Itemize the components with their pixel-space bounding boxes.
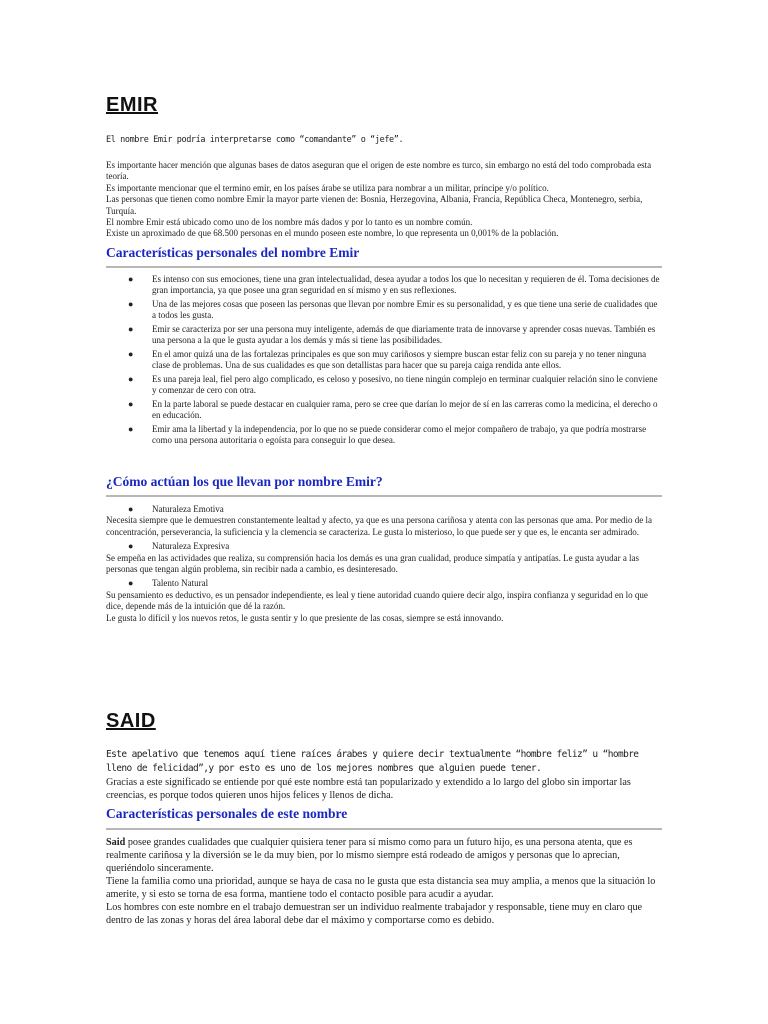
emir-paragraph: Es importante mencionar que el termino emir, en los países árabe se utiliza para nombrar a un militar, príncipe y/o político. xyxy=(106,182,549,193)
emir-paragraph: Las personas que tienen como nombre Emir la mayor parte vienen de: Bosnia, Herzegovina, Albania, Francia, República Checa, Montenegro, serbia, Turquía. xyxy=(106,194,643,216)
emir-section2-heading: ¿Cómo actúan los que llevan por nombre Emir? xyxy=(106,474,383,489)
list-item: ● En el amor quizá una de las fortalezas principales es que son muy cariñosos y siempre buscan estar feliz con su pareja y no tener ninguna clase de problemas. Una de sus cualidades es que son detallistas para hacer que su pareja caiga rendida ante ellos. xyxy=(128,349,647,370)
said-heading: Características personales de este nombre xyxy=(106,806,348,821)
bullet-icon: ● xyxy=(128,578,134,589)
trait-text: Su pensamiento es deductivo, es un pensador independiente, es leal y tiene autoridad cuando quiere decir algo, inspira confianza y seguridad en lo que dice, depende más de la intuición que dé la razón. xyxy=(106,589,648,612)
trait-label: ● Naturaleza Emotiva xyxy=(128,504,224,514)
emir-paragraphs xyxy=(106,160,666,240)
said-paragraph: Gracias a este significado se entiende por qué este nombre está tan popularizado y extendido a lo largo del globo sin importar las creencias, es porque todos quieren unos hijos felices y llenos de dicha. xyxy=(106,777,631,801)
said-paragraph: Tiene la familia como una prioridad, aunque se haya de casa no le gusta que esta distancia sea muy amplia, a menos que la situación lo amerite, y si esto se torna de esa forma, mantiene todo el contacto posible para acudir a ayudar. xyxy=(106,876,656,900)
trait-text: Se empeña en las actividades que realiza, su comprensión hacia los demás es una gran cualidad, produce simpatía y antipatías. Le gusta ayudar a las personas que tengan algún problema, sin recibir nada a cambio, es desinteresado. xyxy=(106,552,640,575)
trait-label: ● Naturaleza Expresiva xyxy=(128,541,230,552)
list-item: ● En la parte laboral se puede destacar en cualquier rama, pero se cree que darían lo mejor de sí en las carreras como la medicina, el derecho o en educación. xyxy=(128,399,658,420)
emir-section1-heading: Características personales del nombre Emir xyxy=(106,245,360,260)
title-emir: EMIR xyxy=(106,94,158,116)
said-bold-name: Said xyxy=(106,837,126,848)
bullet-icon: ● xyxy=(128,541,134,552)
bullet-icon: ● xyxy=(128,324,134,334)
section-divider xyxy=(106,266,662,268)
said-paragraph: Los hombres con este nombre en el trabajo demuestran ser un individuo realmente trabajador y responsable, tiene muy en claro que dentro de las zonas y horas del área laboral debe dar el máximo y comportarse como es debido. xyxy=(106,902,643,926)
said-details xyxy=(106,836,662,927)
emir-traits-list xyxy=(106,274,662,449)
emir-paragraph: Existe un aproximado de que 68.500 personas en el mundo poseen este nombre, lo que representa un 0,001% de la población. xyxy=(106,228,559,239)
trait-label: ● Talento Natural xyxy=(128,578,209,589)
bullet-icon: ● xyxy=(128,374,134,384)
list-item: ● Emir ama la libertad y la independencia, por lo que no se puede considerar como el mejor compañero de trabajo, ya que podría mostrarse como una persona autoritaria o egoísta para conseguir lo que desea. xyxy=(128,424,647,445)
title-said: SAID xyxy=(106,710,156,732)
emir-paragraph: Es importante hacer mención que algunas bases de datos aseguran que el origen de este nombre es turco, sin embargo no está del todo comprobada esta teoría. xyxy=(106,160,652,182)
said-paragraph: Said posee grandes cualidades que cualquier quisiera tener para sí mismo como para un futuro hijo, es una persona atenta, que es realmente cariñosa y la diversión se le da muy bien, por lo mismo siempre está rodeado de amigos y personas que lo aprecian, queriéndolo sinceramente. xyxy=(106,837,633,874)
bullet-icon: ● xyxy=(128,349,134,359)
emir-nature-block xyxy=(106,504,662,624)
bullet-icon: ● xyxy=(128,274,134,284)
bullet-icon: ● xyxy=(128,399,134,409)
emir-closing: Le gusta lo difícil y los nuevos retos, le gusta sentir y lo que presiente de las cosas, siempre se está innovando. xyxy=(106,612,504,623)
bullet-icon: ● xyxy=(128,424,134,434)
list-item: ● Una de las mejores cosas que poseen las personas que llevan por nombre Emir es su personalidad, y es que tiene una serie de cualidades que a todos les gusta. xyxy=(128,299,658,320)
emir-paragraph: El nombre Emir está ubicado como uno de los nombre más dados y por lo tanto es un nombre común. xyxy=(106,217,473,228)
said-intro: Este apelativo que tenemos aquí tiene raíces árabes y quiere decir textualmente “hombre feliz” u “hombre lleno de felicidad”,y por esto es uno de los mejores nombres que alguien puede tener. xyxy=(106,749,639,774)
trait-text: Necesita siempre que le demuestren constantemente lealtad y afecto, ya que es una persona cariñosa y atenta con las personas que ama. Por medio de la concentración, perseverancia, la suficiencia y la clemencia se caracteriza. Le gusta lo misterioso, lo que puede ser y que es, le encanta ser admirado. xyxy=(106,515,653,537)
bullet-icon: ● xyxy=(128,504,134,514)
list-item: ● Es una pareja leal, fiel pero algo complicado, es celoso y posesivo, no tiene ningún complejo en terminar cualquier relación sino le conviene y comenzar de cero con otra. xyxy=(128,374,658,395)
bullet-icon: ● xyxy=(128,299,134,309)
section-divider xyxy=(106,495,662,497)
said-body xyxy=(106,748,662,802)
list-item: ● Emir se caracteriza por ser una persona muy inteligente, además de que diariamente trata de innovarse y aprender cosas nuevas. También es una persona a la que le gusta ayudar a los demás y más si tiene las posibilidades. xyxy=(128,324,656,345)
section-divider xyxy=(106,828,662,830)
list-item: ● Es intenso con sus emociones, tiene una gran intelectualidad, desea ayudar a todos los que lo necesitan y requieren de él. Toma decisiones de gran importancia, ya que posee una gran seguridad en sí mismo y en sus reflexiones. xyxy=(128,274,660,295)
emir-intro: El nombre Emir podría interpretarse como “comandante” o “jefe”. xyxy=(106,135,404,145)
